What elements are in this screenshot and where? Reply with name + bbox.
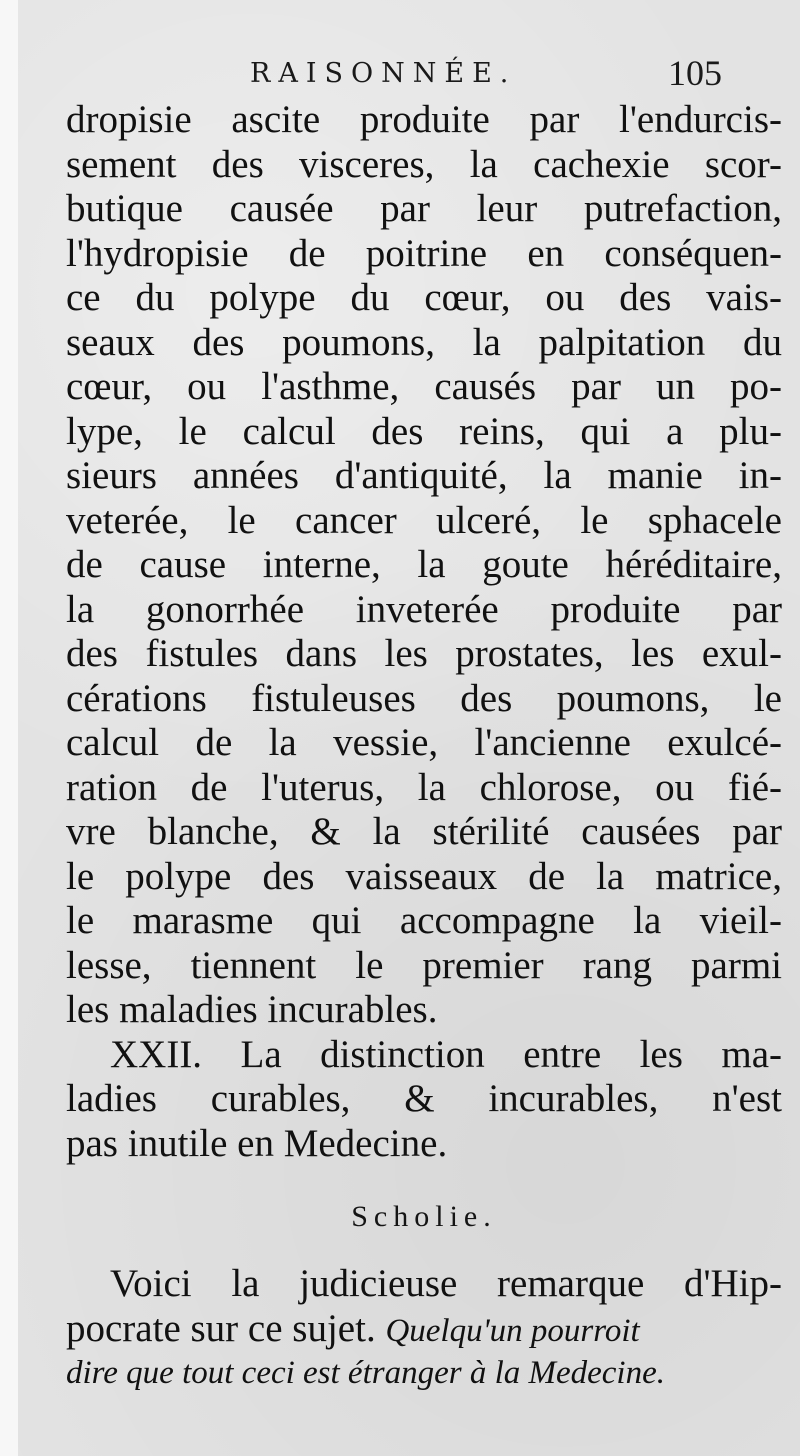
section-heading: Scholie. <box>351 1200 497 1233</box>
page-number: 105 <box>668 53 722 93</box>
text-line: sement des visceres, la cachexie scor- <box>66 142 782 186</box>
text-line: vre blanche, & la stérilité causées par <box>66 810 782 853</box>
text-line: ce du polype du cœur, ou des vais- <box>66 276 782 319</box>
text-roman: pocrate sur ce sujet. <box>66 1306 386 1350</box>
text-line: dropisie ascite produite par l'endurcis- <box>66 98 782 141</box>
text-line: cœur, ou l'asthme, causés par un po- <box>66 365 782 408</box>
text-line: veterée, le cancer ulceré, le sphacele <box>66 498 782 542</box>
page-edge <box>0 0 19 1456</box>
body-text <box>66 98 782 1166</box>
text-line: lesse, tiennent le premier rang parmi <box>66 943 782 987</box>
text-line: des fistules dans les prostates, les exul- <box>66 632 782 675</box>
text-line: sieurs années d'antiquité, la manie in- <box>66 454 782 497</box>
text-line: Voici la judicieuse remarque d'Hip- <box>110 1262 782 1305</box>
text-line: l'hydropisie de poitrine en conséquen- <box>66 231 782 275</box>
text-line: seaux des poumons, la palpitation du <box>66 320 782 364</box>
text-line: butique causée par leur putrefaction, <box>66 187 782 230</box>
text-line: le marasme qui accompagne la vieil- <box>66 899 782 942</box>
text-line: lype, le calcul des reins, qui a plu- <box>66 409 782 453</box>
running-title: RAISONNÉE. <box>250 58 517 89</box>
text-line: calcul de la vessie, l'ancienne exulcé- <box>66 721 782 764</box>
text-line: la gonorrhée inveterée produite par <box>66 587 782 631</box>
scholie-text <box>66 1262 782 1396</box>
text-line: le polype des vaisseaux de la matrice, <box>66 854 782 898</box>
text-line: ladies curables, & incurables, n'est <box>66 1077 782 1120</box>
text-italic: Quelqu'un pourroit <box>385 1312 640 1349</box>
text-line: les maladies incurables. <box>66 988 438 1031</box>
text-line: XXII. La distinction entre les ma- <box>110 1032 782 1076</box>
text-line: de cause interne, la goute héréditaire, <box>66 543 782 586</box>
text-line <box>66 1307 782 1352</box>
running-head <box>18 52 800 98</box>
text-line: cérations fistuleuses des poumons, le <box>66 676 782 720</box>
text-line: pas inutile en Medecine. <box>66 1121 448 1165</box>
text-line: ration de l'uterus, la chlorose, ou fié- <box>66 765 782 809</box>
book-page <box>18 0 800 1456</box>
text-line-italic: dire que tout ceci est étranger à la Medecine. <box>66 1355 665 1391</box>
